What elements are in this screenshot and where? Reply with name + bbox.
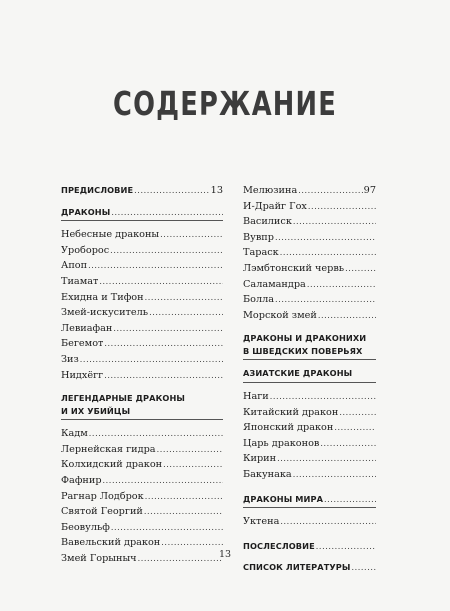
dot-leader	[104, 336, 223, 352]
toc-entry-label: Японский дракон	[243, 422, 334, 434]
dot-leader	[104, 368, 223, 384]
toc-entry[interactable]	[243, 199, 376, 215]
section-heading: ПОСЛЕСЛОВИЕ	[243, 540, 315, 551]
page-title: СОДЕРЖАНИЕ	[113, 84, 337, 123]
toc-entry-label: Ехидна и Тифон	[61, 291, 144, 303]
toc-entry-label: Болла	[243, 294, 275, 306]
toc-entry[interactable]	[61, 258, 223, 274]
toc-entry-bibliography[interactable]	[243, 560, 376, 576]
toc-entry-label: Фафнир	[61, 474, 102, 486]
dot-leader	[277, 451, 376, 467]
toc-entry[interactable]	[61, 426, 223, 442]
toc-entry[interactable]	[61, 352, 223, 368]
toc-entry[interactable]	[243, 467, 376, 483]
toc-entry-label: Святой Георгий	[61, 506, 143, 518]
toc-entry[interactable]	[61, 442, 223, 458]
dot-leader	[99, 274, 223, 290]
dot-leader	[345, 261, 376, 277]
dot-leader	[110, 243, 223, 259]
toc-entry-label: Змей Горыныч	[61, 552, 137, 564]
toc-entry-label: Наги	[243, 390, 269, 402]
toc-entry[interactable]	[61, 504, 223, 520]
toc-entry[interactable]	[61, 489, 223, 505]
dot-leader	[334, 420, 376, 436]
toc-page-number: 97	[363, 185, 376, 196]
dot-leader	[275, 292, 376, 308]
toc-entry-label: И-Драйг Гох	[243, 200, 307, 212]
toc-section-asian[interactable]	[243, 366, 376, 383]
toc-entry-label: Мелюзина	[243, 185, 298, 196]
toc-entry[interactable]	[61, 321, 223, 337]
toc-entry[interactable]	[243, 405, 376, 421]
toc-entry-melusine[interactable]	[243, 183, 376, 199]
toc-section-legendary[interactable]	[61, 392, 223, 420]
toc-entry[interactable]	[61, 457, 223, 473]
dot-leader	[280, 245, 376, 261]
toc-entry-label: Кадм	[61, 428, 88, 440]
toc-entry[interactable]	[243, 214, 376, 230]
toc-entry[interactable]	[61, 243, 223, 259]
toc-entry[interactable]	[243, 514, 376, 530]
dot-leader	[275, 230, 376, 246]
dot-leader	[324, 492, 376, 508]
dot-leader	[270, 389, 376, 405]
toc-entry[interactable]	[243, 308, 376, 324]
section-heading-line-1: ЛЕГЕНДАРНЫЕ ДРАКОНЫ	[61, 393, 185, 404]
dot-leader	[293, 214, 376, 230]
toc-entry-label: Зиз	[61, 353, 79, 365]
toc-entry[interactable]	[243, 292, 376, 308]
dot-leader	[157, 442, 223, 458]
section-heading-line-2: В ШВЕДСКИХ ПОВЕРЬЯХ	[243, 346, 363, 357]
toc-entry-label: Лернейская гидра	[61, 443, 156, 455]
toc-entry[interactable]	[243, 420, 376, 436]
dot-leader	[280, 514, 376, 530]
dot-leader	[111, 205, 223, 221]
dot-leader	[145, 290, 223, 306]
toc-entry[interactable]	[243, 261, 376, 277]
toc-section-swedish[interactable]	[243, 332, 376, 360]
toc-entry-label: Вавельский дракон	[61, 537, 161, 549]
toc-entry[interactable]	[61, 227, 223, 243]
toc-left-column	[61, 183, 223, 566]
toc-entry-label: Тараск	[243, 247, 279, 259]
toc-entry-label: Царь драконов	[243, 437, 320, 449]
toc-entry-label: Бегемот	[61, 338, 104, 350]
dot-leader	[160, 227, 223, 243]
toc-entry[interactable]	[243, 277, 376, 293]
toc-entry-label: ПРЕДИСЛОВИЕ	[61, 185, 134, 195]
section-heading-line-2: И ИХ УБИЙЦЫ	[61, 406, 131, 417]
dot-leader	[88, 258, 223, 274]
toc-entry-label: Уроборос	[61, 244, 110, 256]
toc-entry-label: Тиамат	[61, 275, 99, 287]
toc-entry[interactable]	[61, 305, 223, 321]
toc-section-world[interactable]	[243, 492, 376, 509]
toc-right-column	[243, 183, 376, 576]
dot-leader	[103, 473, 223, 489]
toc-entry-label: Вувпр	[243, 231, 274, 243]
toc-entry-label: Морской змей	[243, 309, 317, 321]
section-heading: ДРАКОНЫ	[61, 206, 111, 217]
toc-page-number: 13	[210, 185, 223, 196]
dot-leader	[113, 321, 223, 337]
dot-leader	[351, 560, 376, 576]
toc-entry[interactable]	[61, 368, 223, 384]
toc-entry[interactable]	[61, 290, 223, 306]
toc-entry-label: Китайский дракон	[243, 406, 339, 418]
toc-entry-label: Василиск	[243, 216, 292, 228]
dot-leader	[307, 277, 376, 293]
dot-leader	[308, 199, 376, 215]
dot-leader	[298, 183, 362, 199]
toc-entry-label: Колхидский дракон	[61, 459, 163, 471]
dot-leader	[163, 457, 223, 473]
dot-leader	[134, 183, 210, 199]
toc-entry-label: Змей-искуситель	[61, 307, 149, 319]
toc-entry-preface[interactable]	[61, 183, 223, 199]
toc-entry-label: Рагнар Лодброк	[61, 490, 144, 502]
toc-entry-label: Саламандра	[243, 278, 306, 290]
toc-entry[interactable]	[243, 436, 376, 452]
dot-leader	[80, 352, 223, 368]
toc-entry-label: Беовульф	[61, 521, 110, 533]
page-number: 13	[218, 549, 232, 560]
toc-entry-label: Уктена	[243, 516, 280, 528]
dot-leader	[293, 467, 376, 483]
dot-leader	[320, 436, 376, 452]
section-heading: СПИСОК ЛИТЕРАТУРЫ	[243, 562, 351, 573]
dot-leader	[111, 520, 223, 536]
toc-entry-label: Лэмбтонский червь	[243, 262, 345, 274]
toc-entry-label: Левиафан	[61, 322, 113, 334]
toc-entry[interactable]	[243, 451, 376, 467]
section-heading-line-1: ДРАКОНЫ И ДРАКОНИХИ	[243, 333, 367, 344]
toc-entry-label: Апоп	[61, 260, 88, 272]
toc-entry-label: Небесные драконы	[61, 229, 160, 241]
toc-entry[interactable]	[61, 336, 223, 352]
section-heading: ДРАКОНЫ МИРА	[243, 493, 324, 504]
toc-entry-label: Нидхёгг	[61, 369, 104, 381]
dot-leader	[339, 405, 376, 421]
toc-entry[interactable]	[243, 245, 376, 261]
toc-entry[interactable]	[61, 520, 223, 536]
dot-leader	[89, 426, 223, 442]
section-heading: АЗИАТСКИЕ ДРАКОНЫ	[243, 368, 353, 379]
toc-entry-label: Кирин	[243, 453, 277, 465]
toc-entry-label: Бакунака	[243, 468, 292, 480]
toc-entry[interactable]	[61, 274, 223, 290]
dot-leader	[144, 504, 223, 520]
toc-entry[interactable]	[61, 473, 223, 489]
toc-section-dragons[interactable]	[61, 205, 223, 222]
dot-leader	[149, 305, 223, 321]
toc-entry[interactable]	[243, 389, 376, 405]
dot-leader	[318, 308, 376, 324]
dot-leader	[145, 489, 223, 505]
toc-entry[interactable]	[243, 230, 376, 246]
